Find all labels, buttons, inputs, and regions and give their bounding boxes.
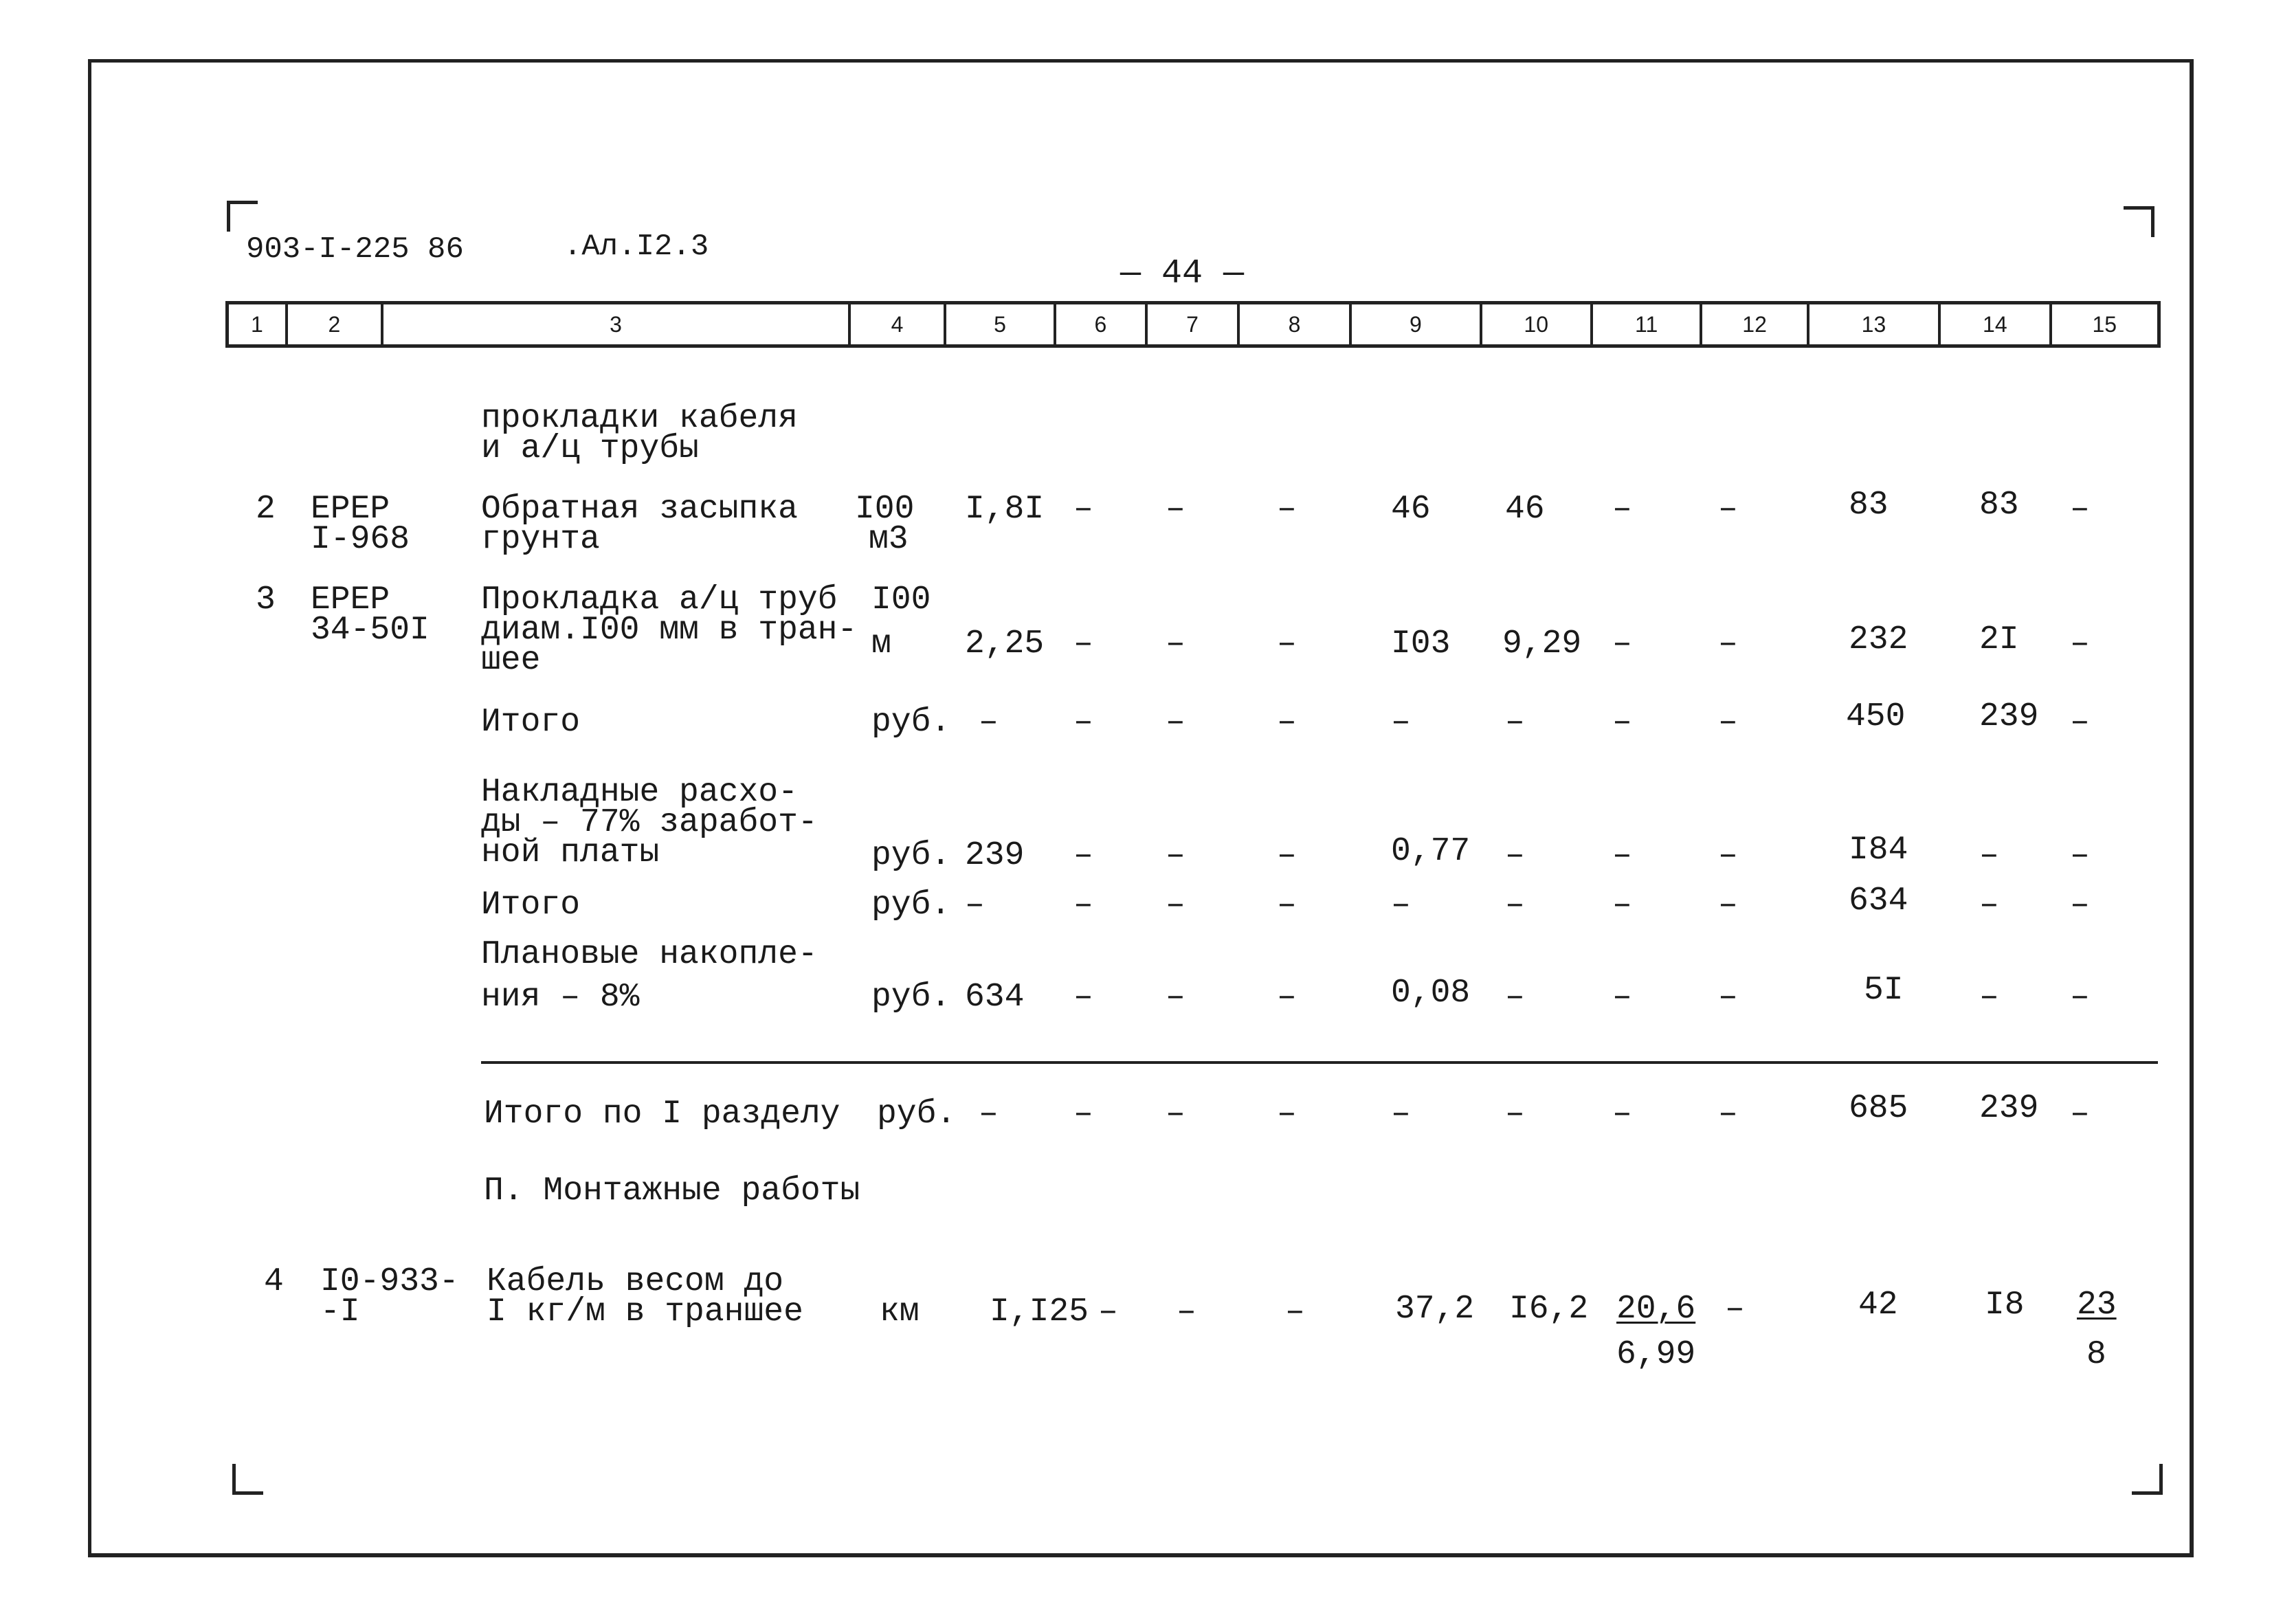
cell-value: I,I25 [990, 1293, 1089, 1331]
cell-value: – [1073, 979, 1093, 1016]
cell-value: 83 [1849, 487, 1889, 524]
cell-value: – [1277, 837, 1297, 874]
unit: I00 [871, 581, 931, 619]
column-number: 15 [2092, 311, 2117, 337]
item-description: и а/ц трубы [481, 430, 699, 467]
cell-value: – [1612, 1095, 1632, 1133]
rate-code: ЕРЕР [311, 491, 390, 528]
cell-value: 634 [965, 979, 1025, 1016]
unit: руб. [871, 887, 951, 924]
cell-value: – [1073, 837, 1093, 874]
cell-value: I6,2 [1509, 1291, 1589, 1328]
column-number: 5 [946, 304, 1056, 344]
column-number: 10 [1482, 304, 1593, 344]
cell-value: – [1505, 704, 1525, 741]
cell-value: – [1718, 1095, 1738, 1133]
cell-value-denominator: 8 [2086, 1336, 2106, 1373]
cell-value: – [1391, 1095, 1411, 1133]
cell-value: I03 [1391, 625, 1451, 663]
item-description: Итого [481, 704, 581, 741]
page-number: — 44 — [1120, 254, 1245, 293]
item-description: Итого по I разделу [484, 1095, 840, 1133]
cell-value: – [1166, 491, 1185, 528]
rate-code: I0-933- [320, 1263, 459, 1300]
cell-value: 46 [1505, 491, 1545, 528]
cell-value: – [1073, 887, 1093, 924]
cell-value: – [1718, 979, 1738, 1016]
cell-value: I84 [1849, 832, 1908, 869]
item-description: ния – 8% [481, 979, 640, 1016]
column-number-bar [225, 301, 2161, 348]
cell-value: – [2070, 837, 2090, 874]
cell-value: 239 [1979, 698, 2039, 735]
item-description: Кабель весом до [487, 1263, 784, 1300]
cell-value: – [1612, 625, 1632, 663]
cell-value: – [1166, 837, 1185, 874]
column-number: 11 [1593, 304, 1702, 344]
rate-code: ЕРЕР [311, 581, 390, 619]
cell-value: I,8I [965, 491, 1045, 528]
unit: I00 [855, 491, 915, 528]
unit: руб. [871, 704, 951, 741]
cell-value: – [1612, 704, 1632, 741]
cell-value: – [1612, 979, 1632, 1016]
cell-value: – [1166, 625, 1185, 663]
cell-value: – [1979, 979, 1999, 1016]
cell-value: 46 [1391, 491, 1431, 528]
cell-value: – [965, 887, 985, 924]
cell-value: – [1718, 837, 1738, 874]
cell-value: – [1277, 704, 1297, 741]
item-description: Прокладка а/ц труб [481, 581, 838, 619]
unit: м [871, 625, 891, 663]
column-number: 9 [1352, 304, 1482, 344]
doc-code: 903-I-225 86 [246, 232, 464, 267]
cell-value: – [979, 1095, 999, 1133]
cell-value: – [1718, 625, 1738, 663]
cell-value: – [2070, 491, 2090, 528]
cell-value: – [979, 704, 999, 741]
column-number: 13 [1809, 304, 1941, 344]
cell-value: – [1725, 1291, 1745, 1328]
cell-value: 450 [1846, 698, 1906, 735]
cell-value: – [1718, 704, 1738, 741]
item-description: прокладки кабеля [481, 400, 798, 437]
cell-value: – [2070, 887, 2090, 924]
corner-mark-bottom-left [232, 1464, 263, 1495]
row-number: 2 [256, 491, 276, 528]
cell-value: – [1391, 704, 1411, 741]
cell-value: – [1718, 887, 1738, 924]
cell-value: 2,25 [965, 625, 1045, 663]
unit: руб. [871, 837, 951, 874]
cell-value: 634 [1849, 882, 1908, 920]
item-description: ной платы [481, 834, 660, 871]
row-number: 3 [256, 581, 276, 619]
item-description: Накладные расхо- [481, 774, 798, 811]
cell-value: 9,29 [1502, 625, 1582, 663]
cell-value: – [1177, 1293, 1196, 1331]
cell-value-numerator: 20,6 [1616, 1291, 1696, 1328]
item-description: диам.I00 мм в тран- [481, 612, 858, 649]
cell-value: – [1285, 1293, 1305, 1331]
cell-value: – [2070, 704, 2090, 741]
item-description: грунта [481, 521, 600, 558]
cell-value: – [1391, 887, 1411, 924]
cell-value: – [1166, 979, 1185, 1016]
column-number: 8 [1240, 304, 1352, 344]
rate-code: -I [320, 1293, 360, 1331]
cell-value: – [1505, 837, 1525, 874]
cell-value: 0,08 [1391, 975, 1471, 1012]
cell-value: – [1612, 837, 1632, 874]
unit: руб. [877, 1095, 957, 1133]
cell-value: – [1505, 887, 1525, 924]
cell-value: – [1073, 625, 1093, 663]
column-number: 6 [1056, 304, 1148, 344]
cell-value: 5I [1864, 972, 1904, 1009]
cell-value: – [2070, 979, 2090, 1016]
item-description: I кг/м в траншее [487, 1293, 803, 1331]
cell-value: 42 [1858, 1287, 1898, 1324]
item-description: ды – 77% заработ- [481, 804, 818, 841]
column-number: 12 [1702, 304, 1809, 344]
cell-value: – [2070, 1095, 2090, 1133]
cell-value: 232 [1849, 621, 1908, 658]
column-number: 1 [229, 304, 288, 344]
cell-value: – [1073, 491, 1093, 528]
cell-value: 239 [1979, 1090, 2039, 1127]
corner-mark-bottom-right [2132, 1464, 2163, 1495]
cell-value: – [1505, 1095, 1525, 1133]
unit: км [880, 1293, 920, 1331]
item-description: Итого [481, 887, 581, 924]
rate-code: 34-50I [311, 612, 430, 649]
cell-value-numerator: 23 [2077, 1287, 2117, 1324]
item-description: шее [481, 642, 541, 679]
cell-value: – [1166, 887, 1185, 924]
row-number: 4 [264, 1263, 284, 1300]
column-number: 3 [383, 304, 851, 344]
cell-value: – [1612, 491, 1632, 528]
cell-value: – [1277, 625, 1297, 663]
cell-value: I8 [1985, 1287, 2025, 1324]
cell-value: – [1073, 1095, 1093, 1133]
item-description: Обратная засыпка [481, 491, 798, 528]
unit: руб. [871, 979, 951, 1016]
cell-value: – [1979, 837, 1999, 874]
cell-value: – [1277, 979, 1297, 1016]
album-reference: .Ал.I2.3 [564, 230, 709, 264]
section-heading: П. Монтажные работы [484, 1172, 860, 1210]
section-divider [481, 1061, 2158, 1064]
cell-value: – [1277, 491, 1297, 528]
cell-value: – [1277, 1095, 1297, 1133]
cell-value: – [1166, 704, 1185, 741]
cell-value: 2I [1979, 621, 2019, 658]
cell-value: – [1979, 887, 1999, 924]
cell-value: 685 [1849, 1090, 1908, 1127]
cell-value: 37,2 [1395, 1291, 1475, 1328]
cell-value: – [1505, 979, 1525, 1016]
column-number: 2 [288, 304, 384, 344]
cell-value: – [1098, 1293, 1118, 1331]
cell-value-denominator: 6,99 [1616, 1336, 1696, 1373]
cell-value: – [1612, 887, 1632, 924]
unit: м3 [869, 521, 909, 558]
column-number: 14 [1941, 304, 2051, 344]
cell-value: 239 [965, 837, 1025, 874]
cell-value: 0,77 [1391, 833, 1471, 870]
column-number: 4 [851, 304, 947, 344]
cell-value: 83 [1979, 487, 2019, 524]
corner-mark-top-left [227, 201, 258, 232]
item-description: Плановые накопле- [481, 936, 818, 973]
rate-code: I-968 [311, 521, 410, 558]
cell-value: – [1277, 887, 1297, 924]
cell-value: – [1073, 704, 1093, 741]
corner-mark-top-right [2124, 206, 2154, 237]
cell-value: – [1718, 491, 1738, 528]
cell-value: – [1166, 1095, 1185, 1133]
cell-value: – [2070, 625, 2090, 663]
column-number: 7 [1148, 304, 1240, 344]
